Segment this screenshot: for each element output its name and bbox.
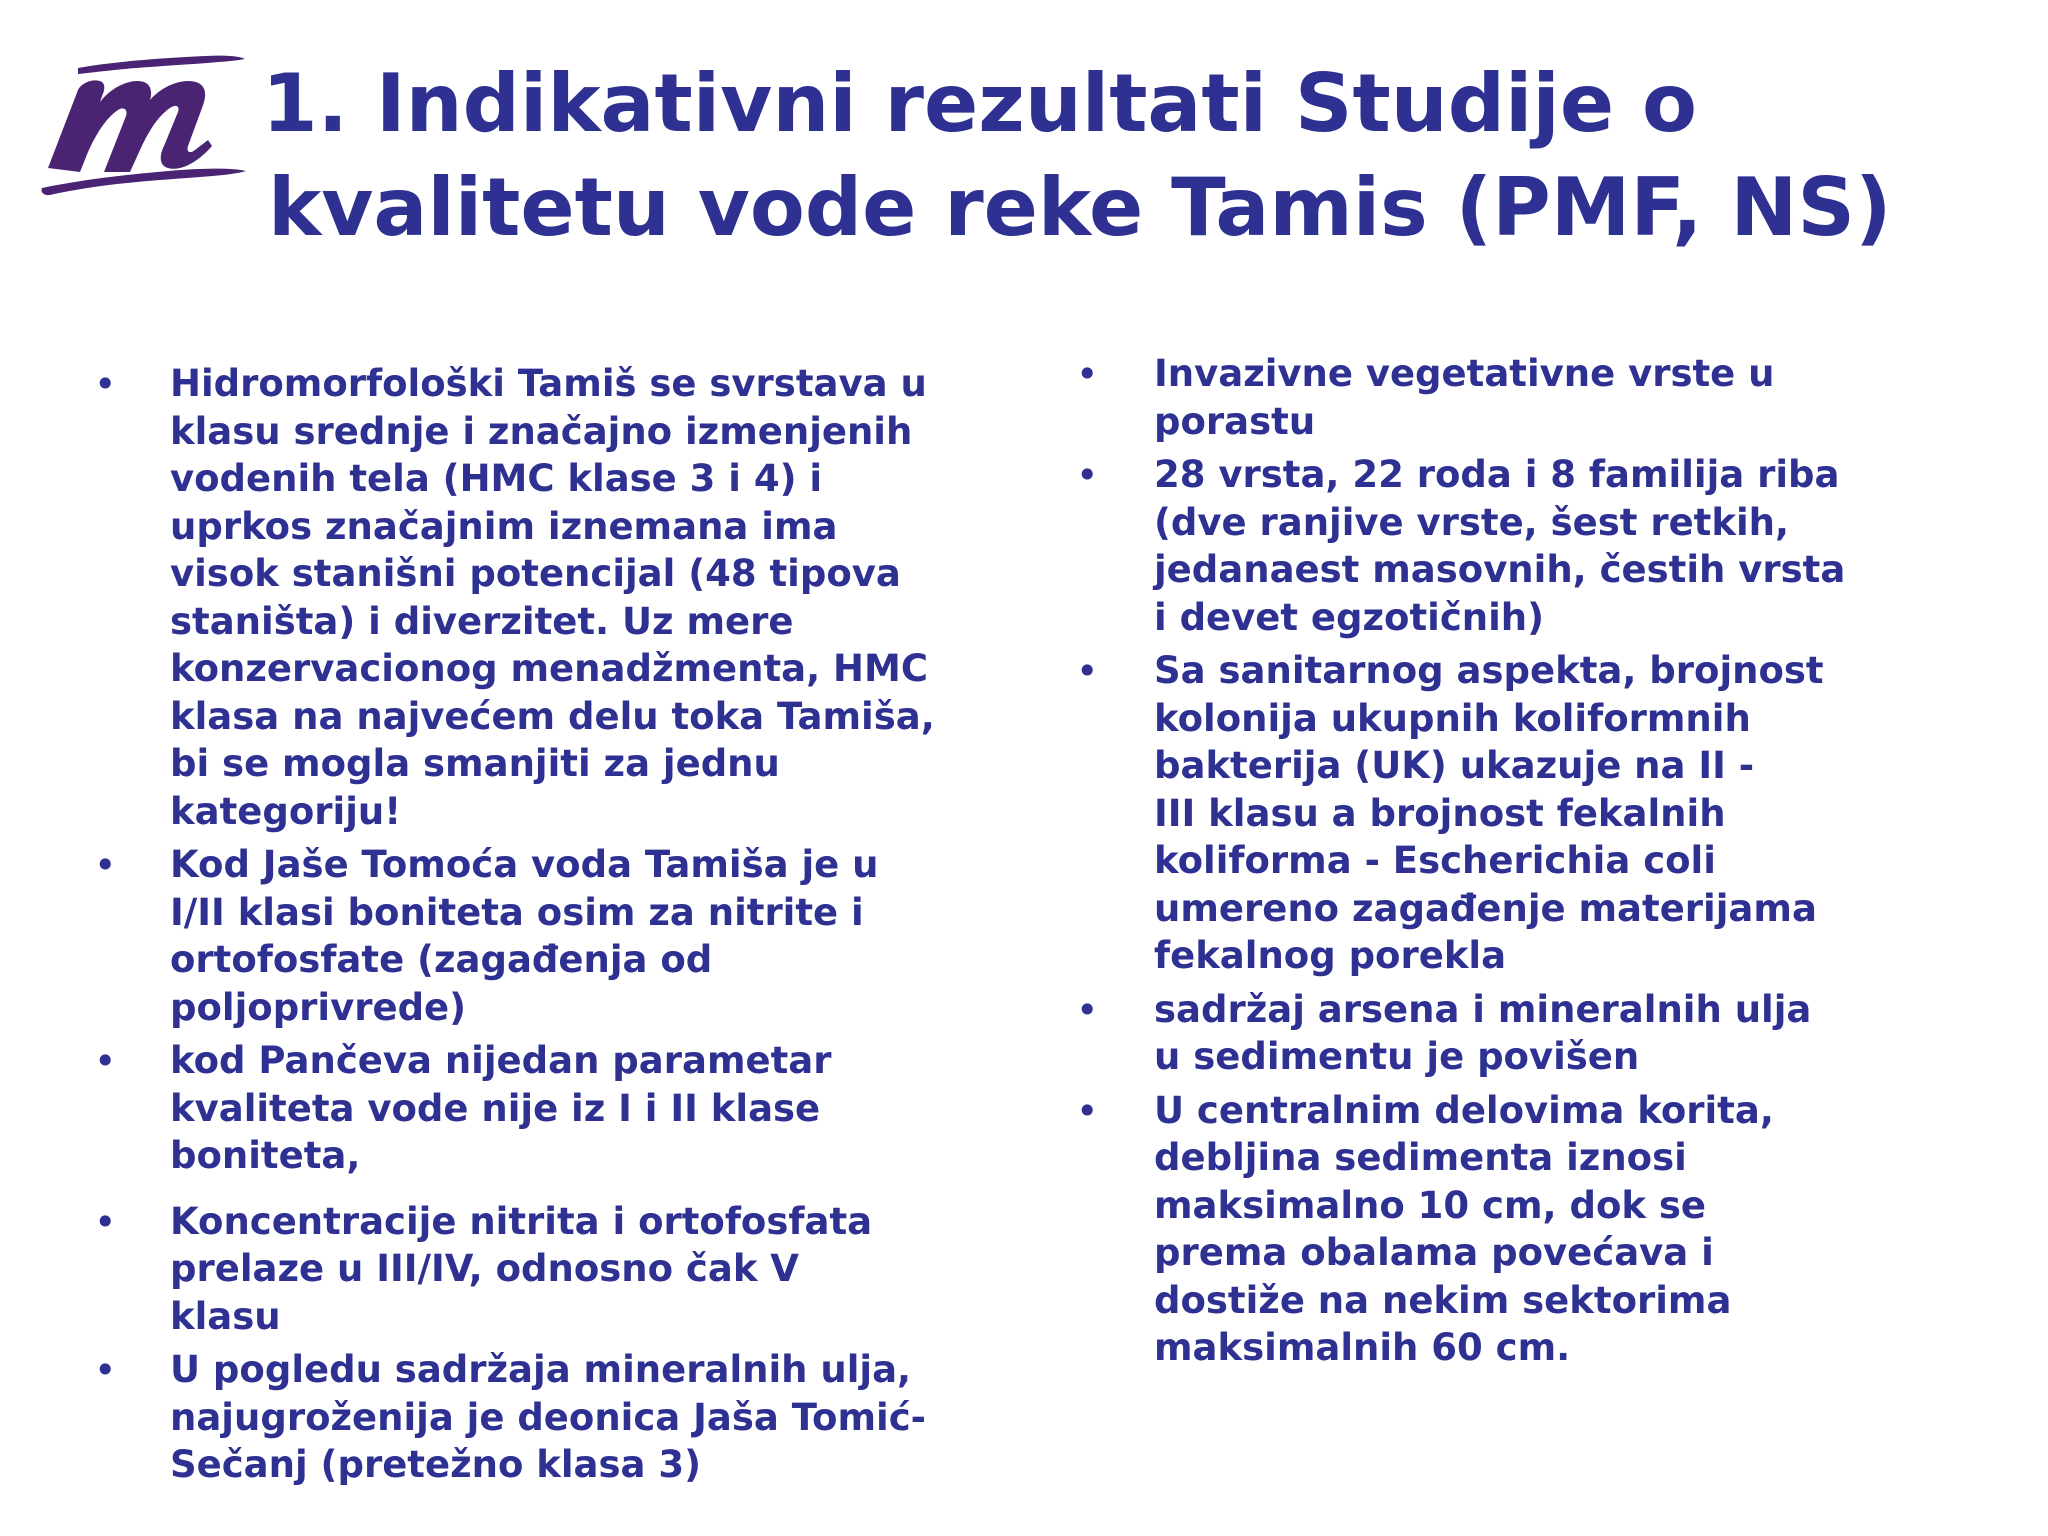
list-item [1062,451,2008,641]
bullet-icon: • [94,843,117,887]
list-item [1062,986,2008,1081]
bullet-text: Kod Jaše Tomoća voda Tamiša je u I/II klasi boniteta osim za nitrite i ortofosfate (zagađenja od poljoprivrede) [170,843,879,1029]
bullet-text: Invazivne vegetativne vrste u porastu [1154,352,1775,443]
bullet-icon: • [1076,1088,1099,1133]
bullet-text: 28 vrsta, 22 roda i 8 familija riba (dve ranjive vrste, šest retkih, jedanaest masovnih, čestih vrsta i devet egzotičnih) [1154,453,1846,639]
bullet-icon: • [1076,987,1099,1032]
left-bullet-list [80,360,1010,1495]
bullet-icon: • [1076,649,1099,693]
bullet-text: Koncentracije nitrita i ortofosfata prelaze u III/IV, odnosno čak V klasu [170,1199,873,1338]
list-item [80,1198,1010,1341]
list-item [1062,350,2008,445]
right-bullet-list [1062,350,2008,1378]
list-item [1062,647,2008,980]
bullet-icon: • [94,1039,117,1083]
list-item [80,1037,1010,1180]
list-item [1062,1087,2008,1372]
list-item [80,360,1010,835]
bullet-text: kod Pančeva nijedan parametar kvaliteta vode nije iz I i II klase boniteta, [170,1039,832,1177]
slide-title [262,52,2032,260]
slide-title-line-2: kvalitetu vode reke Tamis (PMF, NS) [268,161,1892,254]
bullet-icon: • [1076,352,1099,396]
bullet-text: U centralnim delovima korita, debljina sedimenta iznosi maksimalno 10 cm, dok se prema obalama povećava i dostiže na nekim sektorima maksimalnih 60 cm. [1154,1088,1774,1369]
list-item [80,841,1010,1031]
bullet-text: Hidromorfološki Tamiš se svrstava u klasu srednje i značajno izmenjenih vodenih tela (HMC klase 3 i 4) i uprkos značajnim iznemana ima visok stanišni potencijal (48 tipova staništa) i diverzitet. Uz mere konzervacionog menadžmenta, HMC klasa na najvećem delu toka Tamiša, bi se mogla smanjiti za jednu kategoriju! [170,362,935,833]
list-item [80,1346,1010,1489]
bullet-text: sadržaj arsena i mineralnih ulja u sedimentu je povišen [1154,987,1812,1078]
bullet-icon: • [1076,453,1099,497]
bullet-icon: • [94,362,117,406]
bullet-icon: • [94,1348,117,1392]
bullet-text: U pogledu sadržaja mineralnih ulja, najugroženija je deonica Jaša Tomić- Sečanj (pretežno klasa 3) [170,1348,927,1486]
bullet-icon: • [94,1199,117,1244]
slide-title-line-1: 1. Indikativni rezultati Studije o [262,57,1697,150]
bullet-text: Sa sanitarnog aspekta, brojnost kolonija ukupnih koliformnih bakterija (UK) ukazuje na II - III klasu a brojnost fekalnih koliforma - Escherichia coli umereno zagađenje materijama fekalnog porekla [1154,649,1824,977]
stylized-m-logo-icon [40,50,250,200]
